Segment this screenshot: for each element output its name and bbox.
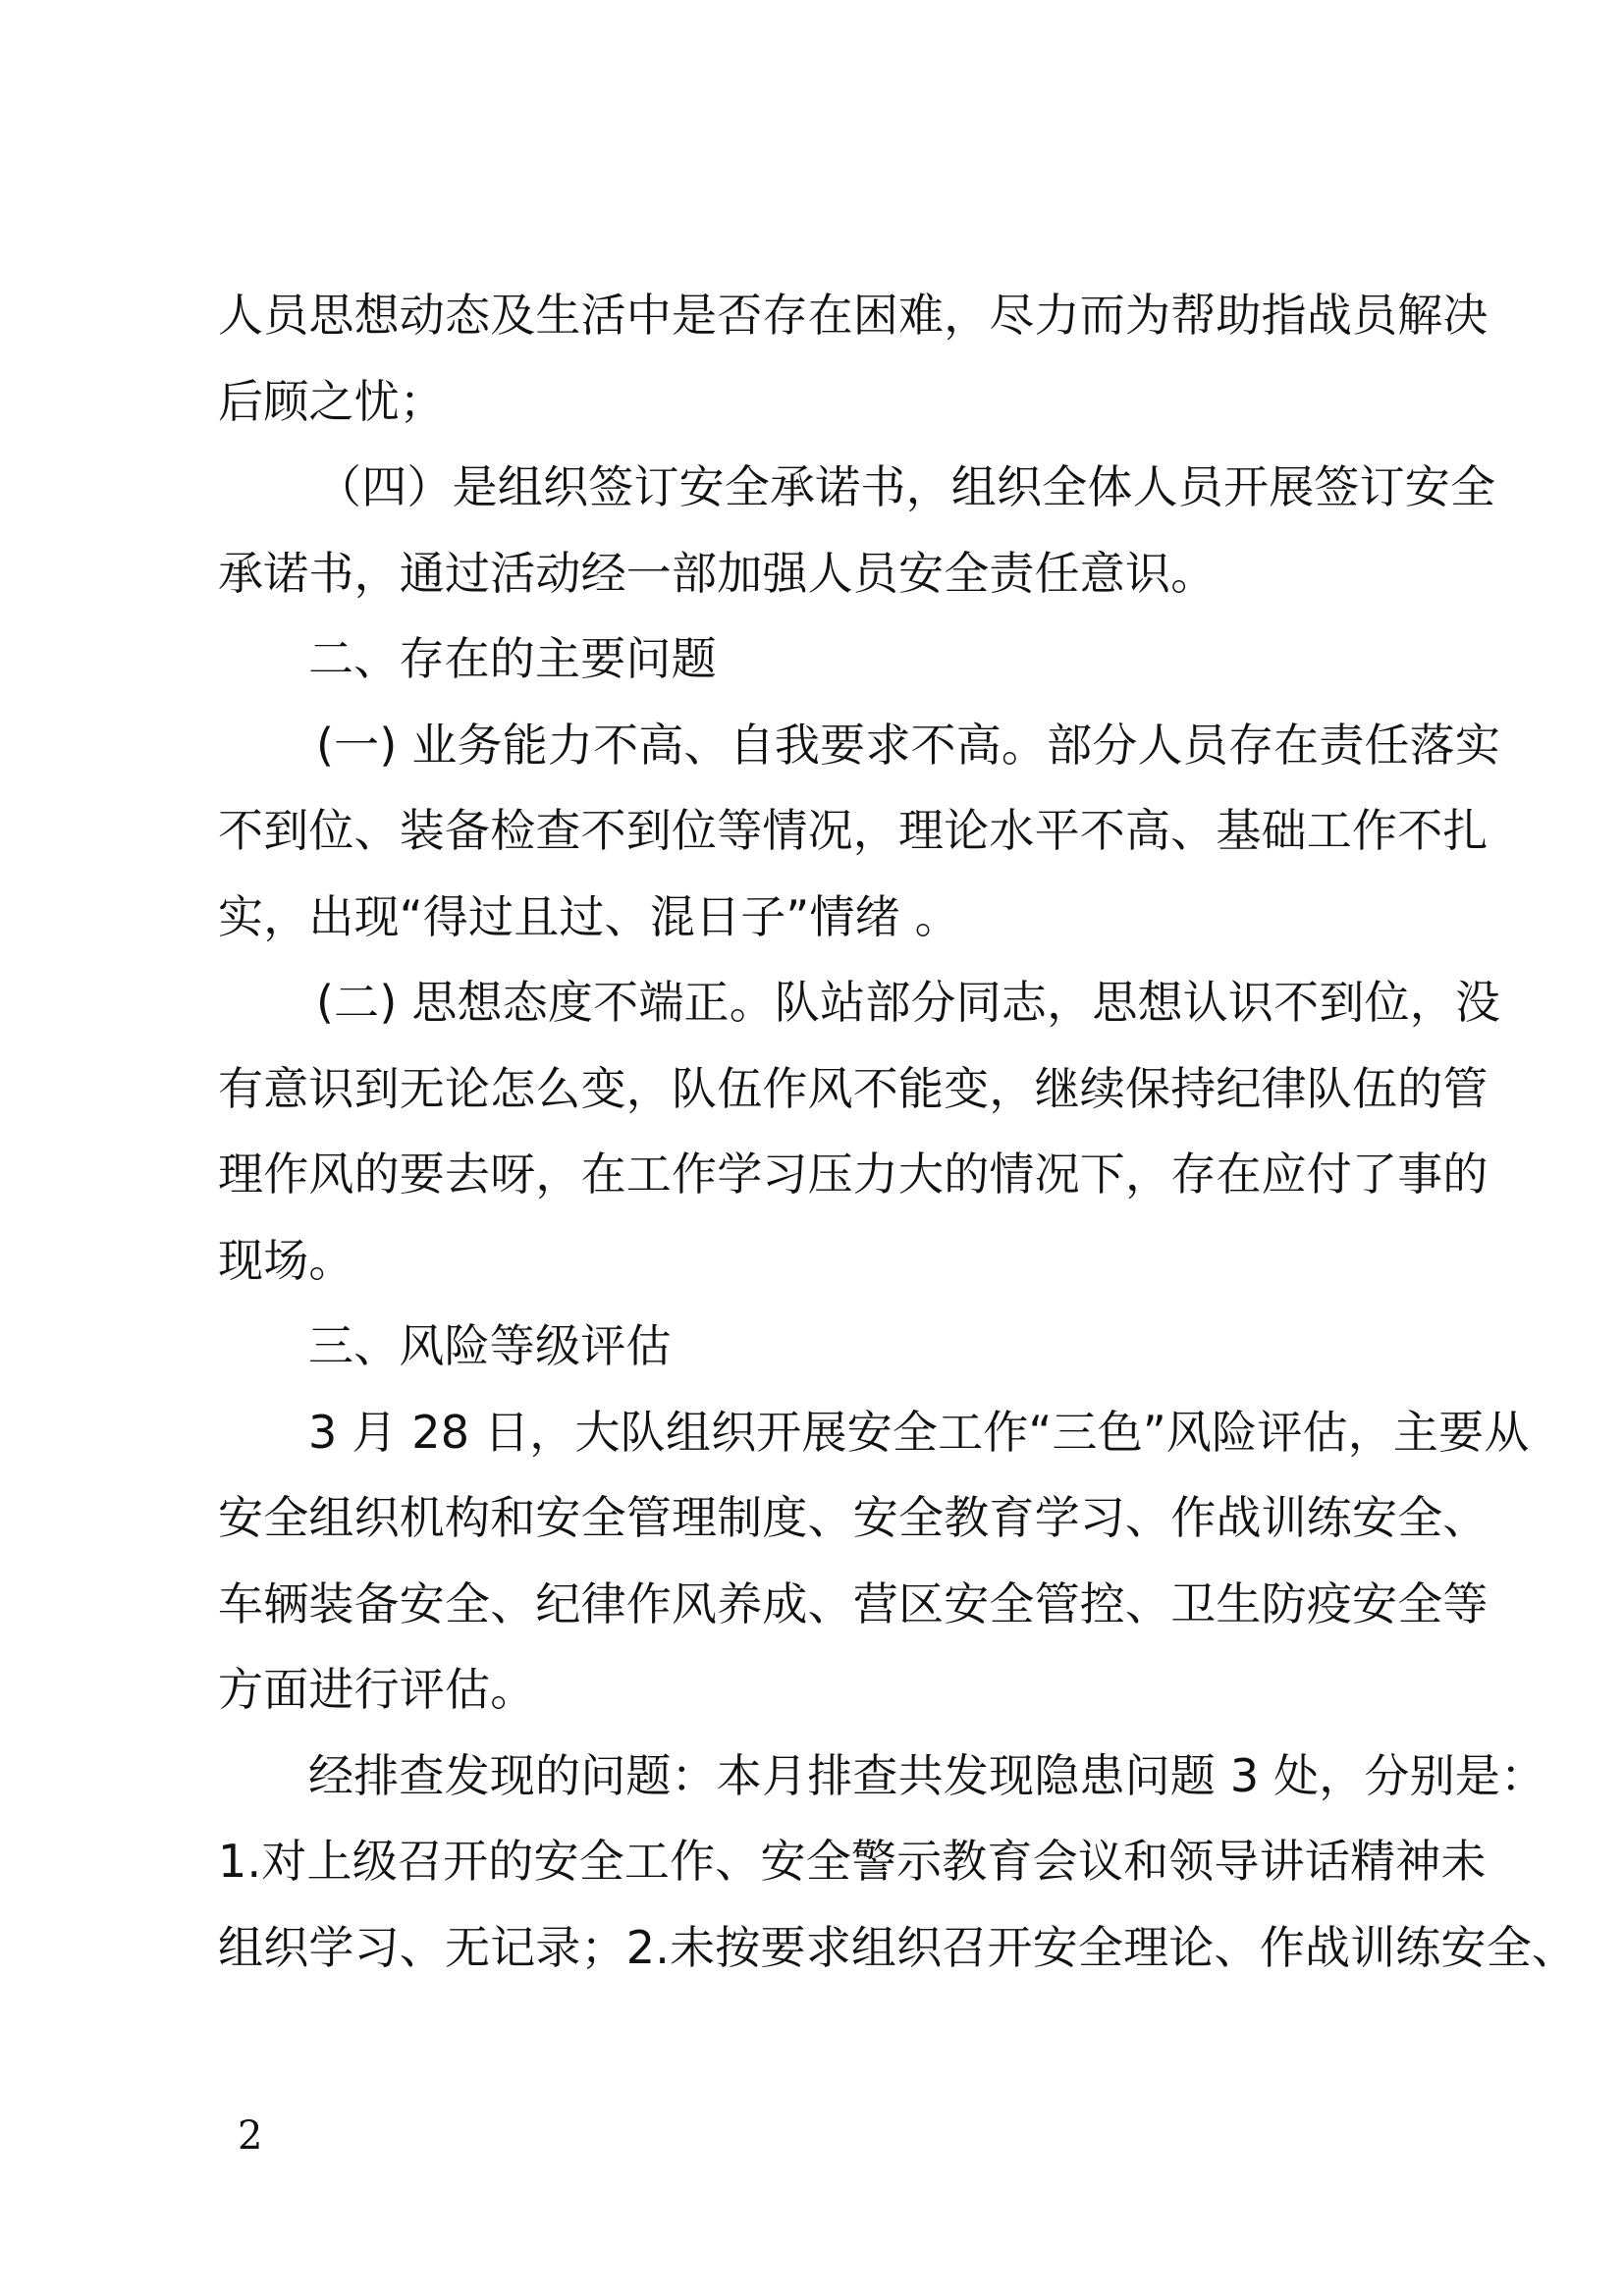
paragraph-line: 人员思想动态及生活中是否存在困难，尽力而为帮助指战员解决 (218, 289, 1489, 342)
paragraph-line: 理作风的要去呀，在工作学习压力大的情况下，存在应付了事的 (218, 1148, 1489, 1201)
section-heading: 二、存在的主要问题 (308, 632, 717, 685)
paragraph-line: 承诺书，通过活动经一部加强人员安全责任意识。 (218, 546, 1217, 600)
paragraph-line: 组织学习、无记录；2.未按要求组织召开安全理论、作战训练安全、 (218, 1920, 1578, 1974)
paragraph-line: 方面进行评估。 (218, 1663, 536, 1716)
paragraph-line: （四）是组织签订安全承诺书，组织全体人员开展签订安全 (316, 460, 1496, 513)
paragraph-line: 后顾之忧； (218, 374, 445, 428)
paragraph-line: (一) 业务能力不高、自我要求不高。部分人员存在责任落实 (316, 718, 1501, 772)
document-body (218, 273, 1578, 1991)
paragraph-line: 安全组织机构和安全管理制度、安全教育学习、作战训练安全、 (218, 1491, 1489, 1544)
paragraph-line: 有意识到无论怎么变，队伍作风不能变，继续保持纪律队伍的管 (218, 1061, 1489, 1115)
paragraph-line: (二) 思想态度不端正。队站部分同志，思想认识不到位，没 (316, 976, 1501, 1029)
paragraph-line: 实，出现“得过且过、混日子”情绪 。 (218, 889, 960, 943)
paragraph-line: 车辆装备安全、纪律作风养成、营区安全管控、卫生防疫安全等 (218, 1576, 1489, 1630)
paragraph-line: 现场。 (218, 1233, 354, 1287)
paragraph-line: 不到位、装备检查不到位等情况，理论水平不高、基础工作不扎 (218, 804, 1489, 857)
page-number: 2 (238, 2113, 263, 2159)
paragraph-line: 经排查发现的问题：本月排查共发现隐患问题 3 处，分别是： (308, 1748, 1546, 1802)
paragraph-line: 3 月 28 日，大队组织开展安全工作“三色”风险评估，主要从 (308, 1405, 1530, 1459)
paragraph-line: 1.对上级召开的安全工作、安全警示教育会议和领导讲话精神未 (218, 1835, 1487, 1888)
section-heading: 三、风险等级评估 (308, 1319, 672, 1372)
